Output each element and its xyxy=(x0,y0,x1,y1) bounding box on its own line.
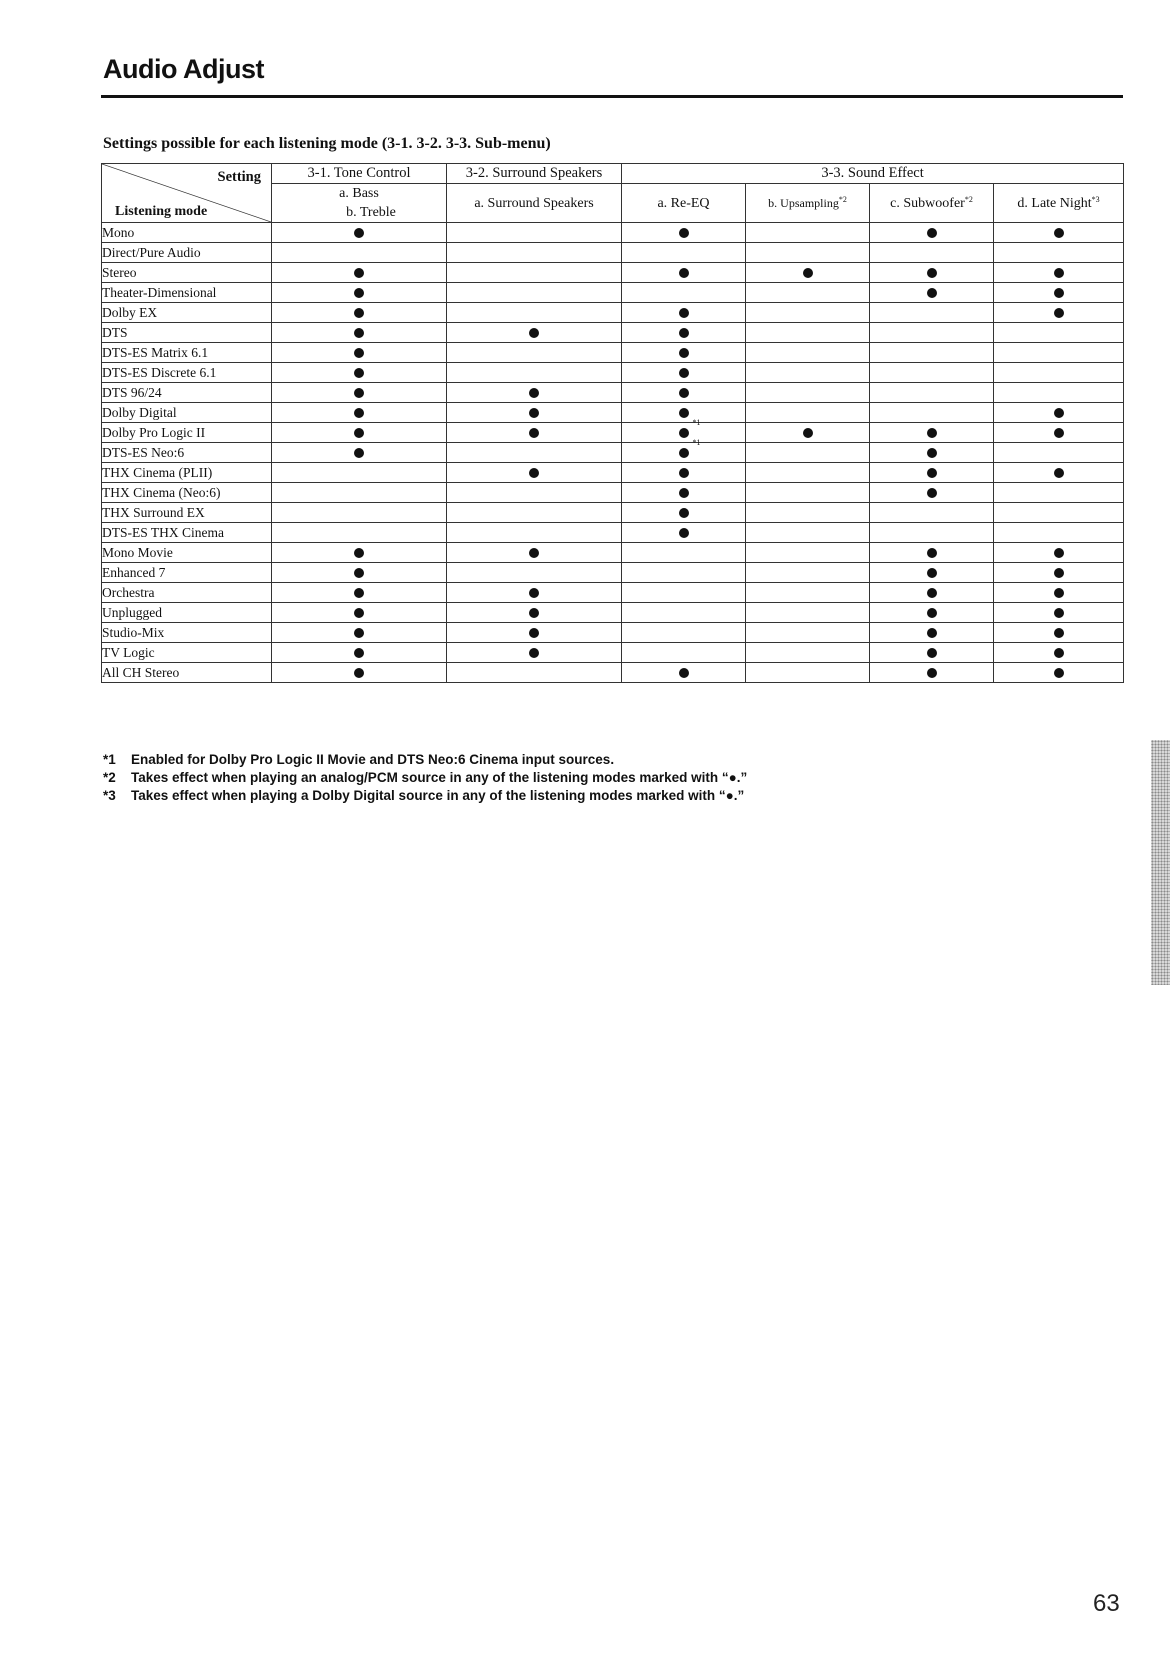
available-dot-icon xyxy=(679,448,689,458)
mark-cell xyxy=(272,423,447,443)
listening-mode-cell: DTS xyxy=(102,323,272,343)
mark-cell xyxy=(870,663,994,683)
section-tab-marker xyxy=(1151,740,1170,985)
table-row xyxy=(102,483,1124,503)
mark-cell xyxy=(622,623,746,643)
available-dot-icon xyxy=(354,648,364,658)
listening-mode-cell: Dolby Digital xyxy=(102,403,272,423)
available-dot-icon xyxy=(354,388,364,398)
sound-effect-header: 3-3. Sound Effect xyxy=(622,164,1124,184)
mark-cell xyxy=(746,403,870,423)
available-dot-icon xyxy=(927,288,937,298)
mark-cell xyxy=(622,418,746,443)
available-dot-icon xyxy=(354,228,364,238)
mark-cell xyxy=(272,583,447,603)
mark-cell xyxy=(870,643,994,663)
upsampling-header xyxy=(746,184,870,223)
mark-cell xyxy=(994,443,1124,463)
late-night-note: *3 xyxy=(1091,194,1100,204)
mark-cell xyxy=(870,403,994,423)
mark-cell xyxy=(746,503,870,523)
available-dot-icon xyxy=(354,628,364,638)
mark-cell xyxy=(447,523,622,543)
mark-cell xyxy=(447,583,622,603)
mark-cell xyxy=(622,583,746,603)
available-dot-icon xyxy=(927,488,937,498)
table-body xyxy=(102,223,1124,683)
mark-cell xyxy=(272,403,447,423)
mark-cell xyxy=(272,323,447,343)
mark-cell xyxy=(746,603,870,623)
mark-cell xyxy=(272,603,447,623)
mark-cell xyxy=(447,223,622,243)
available-dot-icon xyxy=(529,468,539,478)
mark-cell xyxy=(994,303,1124,323)
mark-cell xyxy=(622,263,746,283)
listening-mode-cell: Dolby Pro Logic II xyxy=(102,423,272,443)
table-row xyxy=(102,603,1124,623)
available-dot-icon xyxy=(1054,268,1064,278)
mark-cell xyxy=(994,463,1124,483)
available-dot-icon xyxy=(1054,228,1064,238)
mark-cell xyxy=(994,623,1124,643)
available-dot-icon xyxy=(679,228,689,238)
available-dot-icon xyxy=(679,388,689,398)
mark-cell xyxy=(994,403,1124,423)
available-dot-icon xyxy=(927,548,937,558)
mark-cell xyxy=(272,243,447,263)
corner-header xyxy=(102,164,272,223)
available-dot-icon xyxy=(927,568,937,578)
mark-cell xyxy=(746,383,870,403)
mark-cell xyxy=(746,303,870,323)
mark-cell xyxy=(870,603,994,623)
mark-cell xyxy=(994,583,1124,603)
footnotes xyxy=(103,751,747,805)
footnote-text: Takes effect when playing a Dolby Digital source in any of the listening modes marked with “●.” xyxy=(131,788,745,803)
page-title: Audio Adjust xyxy=(103,54,264,84)
mark-cell xyxy=(746,443,870,463)
available-dot-icon xyxy=(679,268,689,278)
settings-table xyxy=(101,163,1124,683)
table-row xyxy=(102,663,1124,683)
mark-cell xyxy=(272,443,447,463)
mark-cell xyxy=(447,563,622,583)
available-dot-icon xyxy=(679,348,689,358)
listening-mode-cell: DTS-ES THX Cinema xyxy=(102,523,272,543)
mark-cell xyxy=(622,543,746,563)
available-dot-icon xyxy=(354,608,364,618)
available-dot-icon xyxy=(1054,308,1064,318)
mark-cell xyxy=(272,283,447,303)
mark-cell xyxy=(746,263,870,283)
mark-cell xyxy=(622,603,746,623)
setting-label: Setting xyxy=(217,169,261,185)
available-dot-icon xyxy=(679,408,689,418)
mark-cell xyxy=(870,323,994,343)
table-row xyxy=(102,243,1124,263)
mark-cell xyxy=(272,503,447,523)
listening-mode-cell: DTS-ES Matrix 6.1 xyxy=(102,343,272,363)
table-row xyxy=(102,223,1124,243)
listening-mode-cell: THX Cinema (Neo:6) xyxy=(102,483,272,503)
listening-mode-label: Listening mode xyxy=(115,204,208,219)
mark-cell xyxy=(447,463,622,483)
available-dot-icon xyxy=(679,308,689,318)
available-dot-icon xyxy=(927,608,937,618)
surround-speakers-header: 3-2. Surround Speakers xyxy=(447,164,622,184)
mark-cell xyxy=(622,243,746,263)
page-number: 63 xyxy=(1093,1590,1120,1617)
table-row xyxy=(102,263,1124,283)
mark-cell xyxy=(746,283,870,303)
available-dot-icon xyxy=(679,508,689,518)
available-dot-icon xyxy=(1054,628,1064,638)
mark-cell xyxy=(272,543,447,563)
available-dot-icon xyxy=(927,228,937,238)
table-row xyxy=(102,283,1124,303)
surround-speakers-subheader: a. Surround Speakers xyxy=(447,184,622,223)
available-dot-icon xyxy=(354,428,364,438)
listening-mode-cell: Mono xyxy=(102,223,272,243)
available-dot-icon xyxy=(529,588,539,598)
mark-cell xyxy=(622,383,746,403)
mark-cell xyxy=(447,243,622,263)
footnote-1 xyxy=(103,751,747,769)
available-dot-icon xyxy=(354,668,364,678)
mark-cell xyxy=(994,363,1124,383)
mark-cell xyxy=(272,563,447,583)
mark-cell xyxy=(447,403,622,423)
listening-mode-cell: Enhanced 7 xyxy=(102,563,272,583)
available-dot-icon xyxy=(529,428,539,438)
re-eq-header: a. Re-EQ xyxy=(622,184,746,223)
available-dot-icon xyxy=(529,648,539,658)
mark-cell xyxy=(870,503,994,523)
upsampling-label: b. Upsampling xyxy=(768,195,839,210)
mark-cell xyxy=(870,523,994,543)
listening-mode-cell: DTS-ES Neo:6 xyxy=(102,443,272,463)
mark-cell xyxy=(870,563,994,583)
footnote-mark: *1 xyxy=(103,752,116,767)
mark-cell xyxy=(622,343,746,363)
re-eq-note: *1 xyxy=(692,418,701,427)
available-dot-icon xyxy=(679,668,689,678)
mark-cell xyxy=(622,223,746,243)
mark-cell xyxy=(622,503,746,523)
mark-cell xyxy=(870,543,994,563)
mark-cell xyxy=(746,243,870,263)
available-dot-icon xyxy=(1054,468,1064,478)
mark-cell xyxy=(994,603,1124,623)
mark-cell xyxy=(994,323,1124,343)
mark-cell xyxy=(622,563,746,583)
listening-mode-cell: All CH Stereo xyxy=(102,663,272,683)
listening-mode-cell: Unplugged xyxy=(102,603,272,623)
mark-cell xyxy=(272,223,447,243)
mark-cell xyxy=(622,323,746,343)
available-dot-icon xyxy=(354,548,364,558)
mark-cell xyxy=(447,283,622,303)
mark-cell xyxy=(447,363,622,383)
mark-cell xyxy=(746,463,870,483)
mark-cell xyxy=(622,403,746,423)
mark-cell xyxy=(746,223,870,243)
mark-cell xyxy=(272,303,447,323)
mark-cell xyxy=(994,523,1124,543)
table-row xyxy=(102,623,1124,643)
table-row xyxy=(102,303,1124,323)
mark-cell xyxy=(870,623,994,643)
mark-cell xyxy=(746,543,870,563)
listening-mode-cell: DTS 96/24 xyxy=(102,383,272,403)
mark-cell xyxy=(746,643,870,663)
table-row xyxy=(102,383,1124,403)
mark-cell xyxy=(994,483,1124,503)
mark-cell xyxy=(746,583,870,603)
mark-cell xyxy=(272,663,447,683)
available-dot-icon xyxy=(529,388,539,398)
bass-label: a. Bass xyxy=(339,186,379,201)
listening-mode-cell: THX Surround EX xyxy=(102,503,272,523)
table-row xyxy=(102,363,1124,383)
table-row xyxy=(102,343,1124,363)
available-dot-icon xyxy=(927,628,937,638)
late-night-label: d. Late Night xyxy=(1017,195,1092,211)
available-dot-icon xyxy=(529,408,539,418)
mark-cell xyxy=(870,263,994,283)
available-dot-icon xyxy=(679,488,689,498)
tone-control-header: 3-1. Tone Control xyxy=(272,164,447,184)
listening-mode-cell: Orchestra xyxy=(102,583,272,603)
mark-cell xyxy=(622,523,746,543)
footnote-3 xyxy=(103,787,747,805)
table-row xyxy=(102,323,1124,343)
mark-cell xyxy=(272,263,447,283)
mark-cell xyxy=(447,643,622,663)
available-dot-icon xyxy=(803,428,813,438)
mark-cell xyxy=(994,663,1124,683)
mark-cell xyxy=(746,423,870,443)
available-dot-icon xyxy=(354,368,364,378)
mark-cell xyxy=(447,443,622,463)
mark-cell xyxy=(447,263,622,283)
available-dot-icon xyxy=(354,448,364,458)
available-dot-icon xyxy=(529,608,539,618)
listening-mode-cell: Theater-Dimensional xyxy=(102,283,272,303)
available-dot-icon xyxy=(529,548,539,558)
mark-cell xyxy=(994,563,1124,583)
listening-mode-cell: TV Logic xyxy=(102,643,272,663)
available-dot-icon xyxy=(679,528,689,538)
mark-cell xyxy=(994,343,1124,363)
mark-cell xyxy=(622,283,746,303)
mark-cell xyxy=(994,243,1124,263)
mark-cell xyxy=(622,663,746,683)
mark-cell xyxy=(746,623,870,643)
mark-cell xyxy=(870,243,994,263)
mark-cell xyxy=(622,438,746,463)
available-dot-icon xyxy=(927,428,937,438)
mark-cell xyxy=(622,463,746,483)
mark-cell xyxy=(994,543,1124,563)
mark-cell xyxy=(870,443,994,463)
table-row xyxy=(102,543,1124,563)
upsampling-note: *2 xyxy=(838,194,847,204)
available-dot-icon xyxy=(354,568,364,578)
mark-cell xyxy=(746,323,870,343)
mark-cell xyxy=(994,283,1124,303)
title-rule xyxy=(101,95,1123,98)
subwoofer-label: c. Subwoofer xyxy=(890,195,965,211)
mark-cell xyxy=(272,523,447,543)
mark-cell xyxy=(870,423,994,443)
mark-cell xyxy=(447,483,622,503)
mark-cell xyxy=(447,343,622,363)
available-dot-icon xyxy=(927,668,937,678)
table-row xyxy=(102,443,1124,463)
mark-cell xyxy=(272,643,447,663)
listening-mode-cell: Dolby EX xyxy=(102,303,272,323)
mark-cell xyxy=(272,363,447,383)
subwoofer-header xyxy=(870,184,994,223)
mark-cell xyxy=(870,283,994,303)
listening-mode-cell: Stereo xyxy=(102,263,272,283)
listening-mode-cell: Direct/Pure Audio xyxy=(102,243,272,263)
mark-cell xyxy=(746,563,870,583)
footnote-text: Enabled for Dolby Pro Logic II Movie and DTS Neo:6 Cinema input sources. xyxy=(131,752,615,767)
mark-cell xyxy=(272,383,447,403)
listening-mode-cell: Mono Movie xyxy=(102,543,272,563)
mark-cell xyxy=(622,363,746,383)
available-dot-icon xyxy=(927,468,937,478)
mark-cell xyxy=(447,603,622,623)
mark-cell xyxy=(746,343,870,363)
group-header-row xyxy=(102,164,1124,184)
available-dot-icon xyxy=(354,328,364,338)
table-row xyxy=(102,583,1124,603)
available-dot-icon xyxy=(354,268,364,278)
mark-cell xyxy=(870,383,994,403)
mark-cell xyxy=(622,643,746,663)
table-row xyxy=(102,423,1124,443)
mark-cell xyxy=(870,483,994,503)
available-dot-icon xyxy=(1054,588,1064,598)
mark-cell xyxy=(746,363,870,383)
footnote-mark: *3 xyxy=(103,788,116,803)
mark-cell xyxy=(622,303,746,323)
available-dot-icon xyxy=(1054,408,1064,418)
table-row xyxy=(102,463,1124,483)
available-dot-icon xyxy=(927,588,937,598)
mark-cell xyxy=(447,663,622,683)
mark-cell xyxy=(447,303,622,323)
available-dot-icon xyxy=(927,648,937,658)
mark-cell xyxy=(447,423,622,443)
available-dot-icon xyxy=(1054,568,1064,578)
available-dot-icon xyxy=(679,368,689,378)
available-dot-icon xyxy=(354,348,364,358)
table-row xyxy=(102,563,1124,583)
footnote-text: Takes effect when playing an analog/PCM source in any of the listening modes marked with “●.” xyxy=(131,770,748,785)
available-dot-icon xyxy=(803,268,813,278)
mark-cell xyxy=(622,483,746,503)
table-row xyxy=(102,643,1124,663)
mark-cell xyxy=(870,343,994,363)
mark-cell xyxy=(746,483,870,503)
mark-cell xyxy=(447,383,622,403)
mark-cell xyxy=(746,663,870,683)
mark-cell xyxy=(272,463,447,483)
available-dot-icon xyxy=(354,308,364,318)
settings-table-wrapper xyxy=(101,163,1124,683)
table-row xyxy=(102,403,1124,423)
footnote-mark: *2 xyxy=(103,770,116,785)
available-dot-icon xyxy=(927,268,937,278)
mark-cell xyxy=(870,363,994,383)
mark-cell xyxy=(272,623,447,643)
listening-mode-cell: Studio-Mix xyxy=(102,623,272,643)
available-dot-icon xyxy=(1054,548,1064,558)
available-dot-icon xyxy=(529,628,539,638)
mark-cell xyxy=(994,503,1124,523)
available-dot-icon xyxy=(1054,668,1064,678)
mark-cell xyxy=(447,323,622,343)
mark-cell xyxy=(447,543,622,563)
mark-cell xyxy=(994,223,1124,243)
listening-mode-cell: THX Cinema (PLII) xyxy=(102,463,272,483)
available-dot-icon xyxy=(679,328,689,338)
available-dot-icon xyxy=(354,408,364,418)
mark-cell xyxy=(746,523,870,543)
mark-cell xyxy=(870,223,994,243)
available-dot-icon xyxy=(679,428,689,438)
bass-treble-header xyxy=(272,184,447,223)
available-dot-icon xyxy=(529,328,539,338)
listening-mode-cell: DTS-ES Discrete 6.1 xyxy=(102,363,272,383)
mark-cell xyxy=(870,583,994,603)
available-dot-icon xyxy=(1054,428,1064,438)
mark-cell xyxy=(994,643,1124,663)
table-row xyxy=(102,523,1124,543)
re-eq-note: *1 xyxy=(692,438,701,447)
mark-cell xyxy=(447,623,622,643)
available-dot-icon xyxy=(679,468,689,478)
mark-cell xyxy=(870,463,994,483)
subwoofer-note: *2 xyxy=(964,194,973,204)
available-dot-icon xyxy=(354,288,364,298)
table-row xyxy=(102,503,1124,523)
available-dot-icon xyxy=(927,448,937,458)
late-night-header xyxy=(994,184,1124,223)
mark-cell xyxy=(272,343,447,363)
mark-cell xyxy=(447,503,622,523)
available-dot-icon xyxy=(1054,648,1064,658)
available-dot-icon xyxy=(354,588,364,598)
mark-cell xyxy=(994,383,1124,403)
mark-cell xyxy=(870,303,994,323)
mark-cell xyxy=(994,263,1124,283)
available-dot-icon xyxy=(1054,288,1064,298)
footnote-2 xyxy=(103,769,747,787)
available-dot-icon xyxy=(1054,608,1064,618)
mark-cell xyxy=(994,423,1124,443)
mark-cell xyxy=(272,483,447,503)
section-heading: Settings possible for each listening mode (3-1. 3-2. 3-3. Sub-menu) xyxy=(103,135,551,152)
treble-label: b. Treble xyxy=(346,205,396,220)
